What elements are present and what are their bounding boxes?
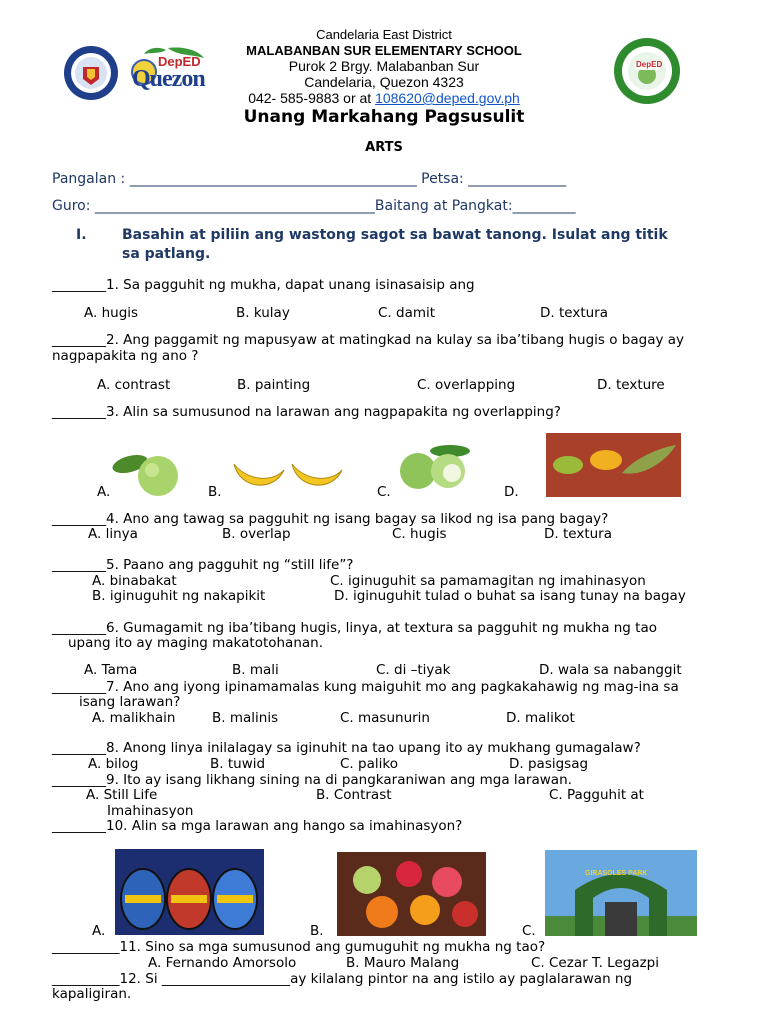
q4-option-d[interactable]: D. textura xyxy=(544,526,613,542)
q7-option-b[interactable]: B. malinis xyxy=(212,710,279,726)
q8-option-a[interactable]: A. bilog xyxy=(88,756,139,772)
question-4: ________4. Ano ang tawag sa pagguhit ng isang bagay sa likod ng isa pang bagay? xyxy=(52,511,609,527)
instruction-line-2: sa patlang. xyxy=(122,246,211,262)
district-name: Candelaria East District xyxy=(316,27,452,42)
question-7-line-1: ________7. Ano ang iyong ipinamamalas kung maiguhit mo ang pagkakahawig ng mag-ina sa xyxy=(52,679,679,695)
q1-option-b[interactable]: B. kulay xyxy=(236,305,290,321)
question-9: ________9. Ito ay isang likhang sining na di pangkaraniwan ang mga larawan. xyxy=(52,772,572,788)
q5-option-d[interactable]: D. iginuguhit tulad o buhat sa isang tunay na bagay xyxy=(334,588,686,604)
park-gate-image[interactable] xyxy=(545,850,697,936)
q3-option-d[interactable]: D. xyxy=(504,484,519,500)
q5-option-c[interactable]: C. iginuguhit sa pamamagitan ng imahinasyon xyxy=(330,573,646,589)
q11-option-a[interactable]: A. Fernando Amorsolo xyxy=(148,955,297,971)
question-5: ________5. Paano ang pagguhit ng “still life”? xyxy=(52,557,354,573)
question-1: ________1. Sa pagguhit ng mukha, dapat unang isinasaisip ang xyxy=(52,277,475,293)
q4-option-c[interactable]: C. hugis xyxy=(392,526,447,542)
q3-option-b[interactable]: B. xyxy=(208,484,222,500)
q6-option-c[interactable]: C. di –tiyak xyxy=(376,662,451,678)
name-date-field[interactable]: Pangalan : _________________________________________ Petsa: ______________ xyxy=(52,171,567,187)
contact-line xyxy=(0,90,768,107)
q1-option-c[interactable]: C. damit xyxy=(378,305,436,321)
q9-option-a[interactable]: A. Still Life xyxy=(86,787,158,803)
q8-option-d[interactable]: D. pasigsag xyxy=(509,756,589,772)
exam-title: Unang Markahang Pagsusulit xyxy=(243,107,525,127)
question-8: ________8. Anong linya inilalagay sa iginuhit na tao upang ito ay mukhang gumagalaw? xyxy=(52,740,641,756)
overlapping-guavas-image[interactable] xyxy=(392,443,476,491)
imaginative-drawing-image[interactable] xyxy=(115,849,264,935)
q4-option-b[interactable]: B. overlap xyxy=(222,526,291,542)
q6-option-a[interactable]: A. Tama xyxy=(84,662,138,678)
question-12-line-2: kapaligiran. xyxy=(52,986,132,1002)
q1-option-d[interactable]: D. textura xyxy=(540,305,609,321)
q11-option-c[interactable]: C. Cezar T. Legazpi xyxy=(531,955,660,971)
q3-option-c[interactable]: C. xyxy=(377,484,391,500)
q9-option-b[interactable]: B. Contrast xyxy=(316,787,392,803)
q5-option-b[interactable]: B. iginuguhit ng nakapikit xyxy=(92,588,266,604)
instruction-line-1: Basahin at piliin ang wastong sagot sa bawat tanong. Isulat ang titik xyxy=(122,227,668,243)
q2-option-d[interactable]: D. texture xyxy=(597,377,665,393)
q8-option-c[interactable]: C. paliko xyxy=(340,756,398,772)
fruits-on-table-image[interactable] xyxy=(546,433,681,497)
subject-title: ARTS xyxy=(365,140,403,155)
teacher-grade-field[interactable]: Guro: ________________________________________Baitang at Pangkat:_________ xyxy=(52,198,576,214)
q2-option-a[interactable]: A. contrast xyxy=(97,377,171,393)
q7-option-a[interactable]: A. malikhain xyxy=(92,710,176,726)
quezon-text: Quezon xyxy=(132,66,205,92)
q10-option-c[interactable]: C. xyxy=(522,923,536,939)
seal-deped-text: DepED xyxy=(636,60,663,69)
question-7-line-2: isang larawan? xyxy=(79,694,181,710)
q6-option-b[interactable]: B. mali xyxy=(232,662,279,678)
bananas-image[interactable] xyxy=(230,456,346,494)
q7-option-d[interactable]: D. malikot xyxy=(506,710,575,726)
question-6-line-1: ________6. Gumagamit ng iba’tibang hugis, linya, at textura sa pagguhit ng mukha ng tao xyxy=(52,620,657,636)
question-6-line-2: upang ito ay maging makatotohanan. xyxy=(68,635,324,651)
q2-option-b[interactable]: B. painting xyxy=(237,377,311,393)
q9-option-c[interactable]: C. Pagguhit at xyxy=(549,787,644,803)
q7-option-c[interactable]: C. masunurin xyxy=(340,710,430,726)
q6-option-d[interactable]: D. wala sa nabanggit xyxy=(539,662,682,678)
phone-text: 042- 585-9883 or at xyxy=(248,90,376,106)
deped-text: DepED xyxy=(158,54,201,69)
school-name: MALABANBAN SUR ELEMENTARY SCHOOL xyxy=(246,43,522,58)
guava-image[interactable] xyxy=(110,450,186,498)
park-sign-text: GIRASOLES PARK xyxy=(585,870,648,877)
q10-option-a[interactable]: A. xyxy=(92,923,106,939)
q10-option-b[interactable]: B. xyxy=(310,923,324,939)
question-10: ________10. Alin sa mga larawan ang hango sa imahinasyon? xyxy=(52,818,463,834)
question-11: __________11. Sino sa mga sumusunod ang gumuguhit ng mukha ng tao? xyxy=(52,939,546,955)
q4-option-a[interactable]: A. linya xyxy=(88,526,138,542)
fruit-basket-image[interactable] xyxy=(337,852,486,936)
question-2-line-1: ________2. Ang paggamit ng mapusyaw at matingkad na kulay sa iba’tibang hugis o bagay ay xyxy=(52,332,685,348)
q2-option-c[interactable]: C. overlapping xyxy=(417,377,516,393)
question-2-line-2: nagpapakita ng ano ? xyxy=(52,348,199,364)
q11-option-b[interactable]: B. Mauro Malang xyxy=(346,955,460,971)
q3-option-a[interactable]: A. xyxy=(97,484,111,500)
q8-option-b[interactable]: B. tuwid xyxy=(210,756,266,772)
section-number: I. xyxy=(76,227,87,243)
school-address-2: Candelaria, Quezon 4323 xyxy=(304,74,464,90)
q5-option-a[interactable]: A. binabakat xyxy=(92,573,177,589)
school-address-1: Purok 2 Brgy. Malabanban Sur xyxy=(288,58,480,74)
q9-option-c-cont: Imahinasyon xyxy=(107,803,194,819)
question-3: ________3. Alin sa sumusunod na larawan ang nagpapakita ng overlapping? xyxy=(52,404,561,420)
q1-option-a[interactable]: A. hugis xyxy=(84,305,139,321)
email-link[interactable]: 108620@deped.gov.ph xyxy=(375,90,520,106)
question-12-line-1: __________12. Si ___________________ay kilalang pintor na ang istilo ay paglalarawan ng xyxy=(52,971,633,987)
